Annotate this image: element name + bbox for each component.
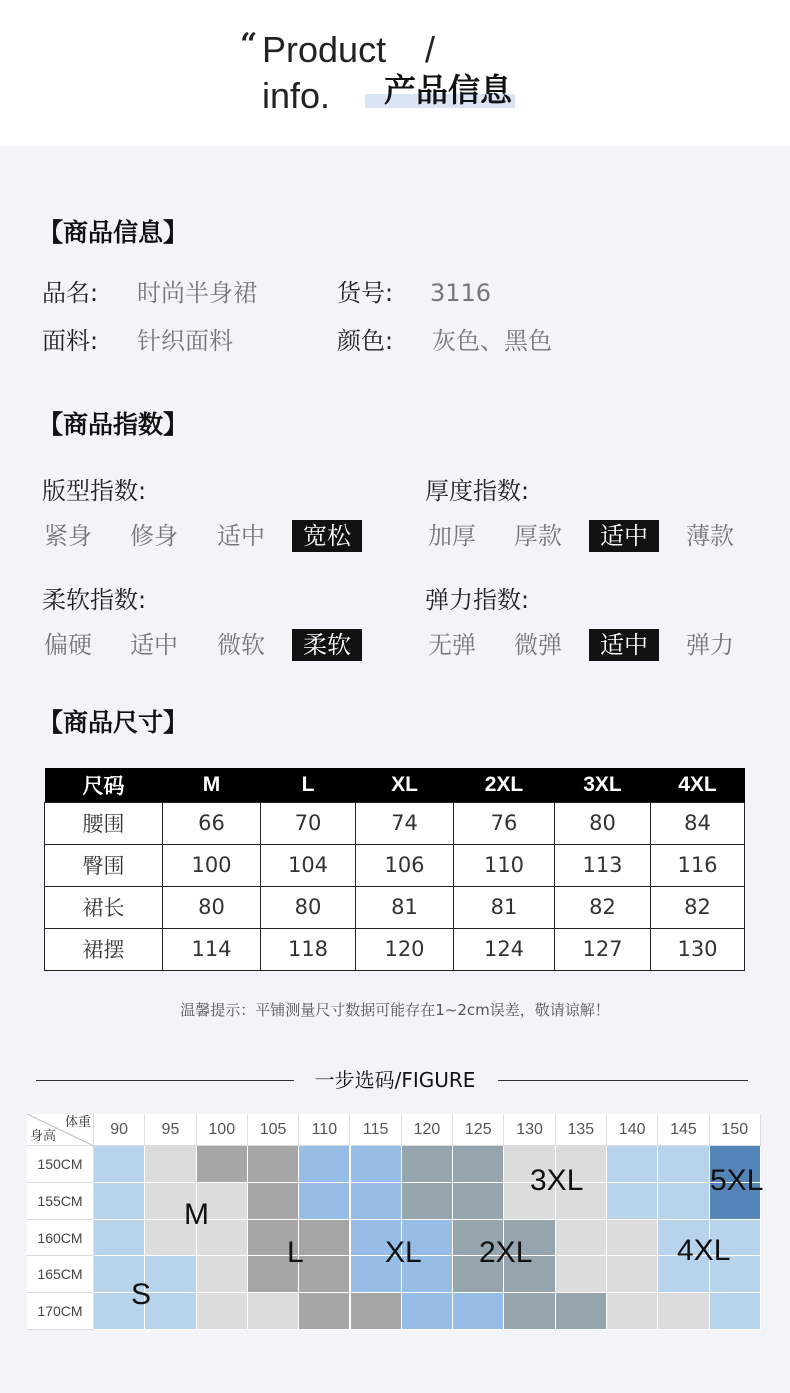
weight-header: 105 — [248, 1114, 299, 1146]
grid-cell — [453, 1146, 504, 1183]
row-label: 裙长 — [45, 886, 163, 928]
table-cell: 80 — [555, 802, 651, 844]
header-english-line1: Product — [262, 29, 387, 70]
table-cell: 100 — [163, 844, 261, 886]
softness-option: 适中 — [130, 631, 178, 659]
softness-option: 偏硬 — [44, 631, 92, 659]
table-cell: 80 — [163, 886, 261, 928]
table-cell: 106 — [356, 844, 454, 886]
size-title: 【商品尺寸】 — [38, 708, 189, 737]
table-cell: 82 — [555, 886, 651, 928]
grid-cell — [607, 1256, 658, 1293]
grid-cell — [607, 1220, 658, 1257]
grid-cell — [402, 1183, 453, 1220]
weight-header: 110 — [299, 1114, 350, 1146]
height-header: 170CM — [27, 1293, 94, 1330]
size-zone-label: 2XL — [479, 1236, 533, 1269]
size-table — [44, 768, 745, 971]
table-cell: 84 — [651, 802, 745, 844]
page-header — [0, 0, 790, 146]
table-cell: 124 — [454, 928, 555, 970]
color-label: 颜色: — [337, 327, 394, 355]
size-zone-label: 5XL — [710, 1164, 764, 1197]
size-zone-label: M — [184, 1198, 209, 1231]
fabric-label: 面料: — [42, 327, 99, 355]
header-chinese-title: 产品信息 — [384, 71, 513, 109]
elastic-option-selected: 适中 — [589, 629, 659, 661]
weight-header: 135 — [556, 1114, 607, 1146]
elastic-option: 无弹 — [428, 631, 476, 659]
thickness-option: 薄款 — [686, 522, 734, 550]
thickness-option: 加厚 — [428, 522, 476, 550]
figure-title: 一步选码/FIGURE — [314, 1068, 476, 1092]
table-cell: 104 — [261, 844, 356, 886]
height-header: 160CM — [27, 1220, 94, 1257]
table-cell: 74 — [356, 802, 454, 844]
weight-header: 145 — [658, 1114, 709, 1146]
grid-corner — [27, 1114, 94, 1146]
grid-cell — [299, 1146, 350, 1183]
table-row — [45, 802, 745, 844]
sku-value: 3116 — [430, 279, 492, 307]
header-slash: / — [425, 29, 436, 70]
thickness-option-selected: 适中 — [589, 520, 659, 552]
size-header-cell: L — [261, 768, 356, 802]
fit-option: 适中 — [217, 522, 265, 550]
grid-cell — [607, 1293, 658, 1330]
corner-height-label: 身高 — [30, 1128, 57, 1143]
grid-cell — [710, 1293, 761, 1330]
grid-cell — [94, 1183, 145, 1220]
color-value: 灰色、黑色 — [432, 327, 552, 355]
elastic-option: 微弹 — [514, 631, 562, 659]
grid-cell — [351, 1183, 402, 1220]
grid-cell — [248, 1183, 299, 1220]
grid-cell — [658, 1146, 709, 1183]
size-recommendation-grid — [27, 1114, 764, 1330]
grid-cell — [351, 1293, 402, 1330]
grid-cell — [197, 1256, 248, 1293]
table-cell: 113 — [555, 844, 651, 886]
table-cell: 70 — [261, 802, 356, 844]
weight-header: 130 — [504, 1114, 555, 1146]
weight-header: 120 — [402, 1114, 453, 1146]
grid-cell — [299, 1183, 350, 1220]
measurement-note: 温馨提示：平铺测量尺寸数据可能存在1~2cm误差，敬请谅解！ — [180, 1001, 610, 1019]
softness-option-selected: 柔软 — [292, 629, 362, 661]
softness-option: 微软 — [217, 631, 265, 659]
row-label: 裙摆 — [45, 928, 163, 970]
table-row — [45, 844, 745, 886]
thickness-option: 厚款 — [514, 522, 562, 550]
weight-header: 115 — [351, 1114, 402, 1146]
size-zone-label: XL — [385, 1236, 422, 1269]
grid-cell — [248, 1293, 299, 1330]
size-zone-label: 4XL — [677, 1234, 731, 1267]
indices-title: 【商品指数】 — [38, 410, 189, 439]
weight-header: 100 — [197, 1114, 248, 1146]
grid-cell — [658, 1293, 709, 1330]
size-zone-label: L — [287, 1236, 304, 1269]
height-header: 150CM — [27, 1146, 94, 1183]
grid-cell — [607, 1146, 658, 1183]
grid-cell — [299, 1220, 350, 1257]
size-header-cell: 3XL — [555, 768, 651, 802]
grid-cell — [299, 1256, 350, 1293]
fit-index-label: 版型指数: — [42, 477, 147, 505]
row-label: 臀围 — [45, 844, 163, 886]
size-header-cell: M — [163, 768, 261, 802]
grid-cell — [145, 1256, 196, 1293]
table-cell: 80 — [261, 886, 356, 928]
elastic-index-label: 弹力指数: — [425, 586, 530, 614]
grid-cell — [351, 1146, 402, 1183]
grid-cell — [556, 1293, 607, 1330]
table-row — [45, 886, 745, 928]
weight-header: 95 — [145, 1114, 196, 1146]
table-cell: 127 — [555, 928, 651, 970]
size-header-cell: XL — [356, 768, 454, 802]
grid-cell — [402, 1293, 453, 1330]
row-label: 腰围 — [45, 802, 163, 844]
goods-info-title: 【商品信息】 — [38, 218, 189, 247]
elastic-option: 弹力 — [686, 631, 734, 659]
table-cell: 76 — [454, 802, 555, 844]
grid-cell — [145, 1293, 196, 1330]
table-cell: 66 — [163, 802, 261, 844]
weight-header: 140 — [607, 1114, 658, 1146]
size-zone-label: 3XL — [530, 1164, 584, 1197]
grid-cell — [658, 1183, 709, 1220]
table-cell: 114 — [163, 928, 261, 970]
table-cell: 116 — [651, 844, 745, 886]
table-cell: 82 — [651, 886, 745, 928]
table-row — [45, 928, 745, 970]
header-english-line2: info. — [262, 75, 331, 116]
grid-cell — [94, 1146, 145, 1183]
fabric-value: 针织面料 — [137, 327, 233, 355]
fit-option: 紧身 — [44, 522, 92, 550]
weight-header: 125 — [453, 1114, 504, 1146]
grid-cell — [299, 1293, 350, 1330]
height-header: 165CM — [27, 1256, 94, 1293]
size-zone-label: S — [131, 1278, 152, 1311]
table-cell: 120 — [356, 928, 454, 970]
name-label: 品名: — [42, 279, 99, 307]
grid-cell — [607, 1183, 658, 1220]
grid-cell — [248, 1146, 299, 1183]
table-cell: 118 — [261, 928, 356, 970]
corner-weight-label: 体重 — [64, 1114, 91, 1129]
thickness-index-label: 厚度指数: — [425, 477, 530, 505]
height-header: 155CM — [27, 1183, 94, 1220]
size-table-header-row — [45, 768, 745, 802]
fit-option: 修身 — [130, 522, 178, 550]
table-cell: 81 — [454, 886, 555, 928]
grid-cell — [197, 1146, 248, 1183]
size-header-cell: 尺码 — [45, 768, 163, 802]
table-cell: 110 — [454, 844, 555, 886]
size-header-cell: 4XL — [651, 768, 745, 802]
grid-cell — [402, 1146, 453, 1183]
name-value: 时尚半身裙 — [137, 279, 257, 307]
grid-cell — [94, 1220, 145, 1257]
grid-cell — [453, 1183, 504, 1220]
grid-cell — [556, 1220, 607, 1257]
quote-mark: “ — [240, 27, 258, 62]
weight-header: 90 — [94, 1114, 145, 1146]
size-header-cell: 2XL — [454, 768, 555, 802]
grid-cell — [145, 1146, 196, 1183]
table-cell: 130 — [651, 928, 745, 970]
grid-cell — [197, 1293, 248, 1330]
weight-header: 150 — [710, 1114, 761, 1146]
grid-cell — [504, 1293, 555, 1330]
table-cell: 81 — [356, 886, 454, 928]
softness-index-label: 柔软指数: — [42, 586, 147, 614]
grid-cell — [453, 1293, 504, 1330]
fit-option-selected: 宽松 — [292, 520, 362, 552]
sku-label: 货号: — [337, 279, 394, 307]
grid-cell — [556, 1256, 607, 1293]
